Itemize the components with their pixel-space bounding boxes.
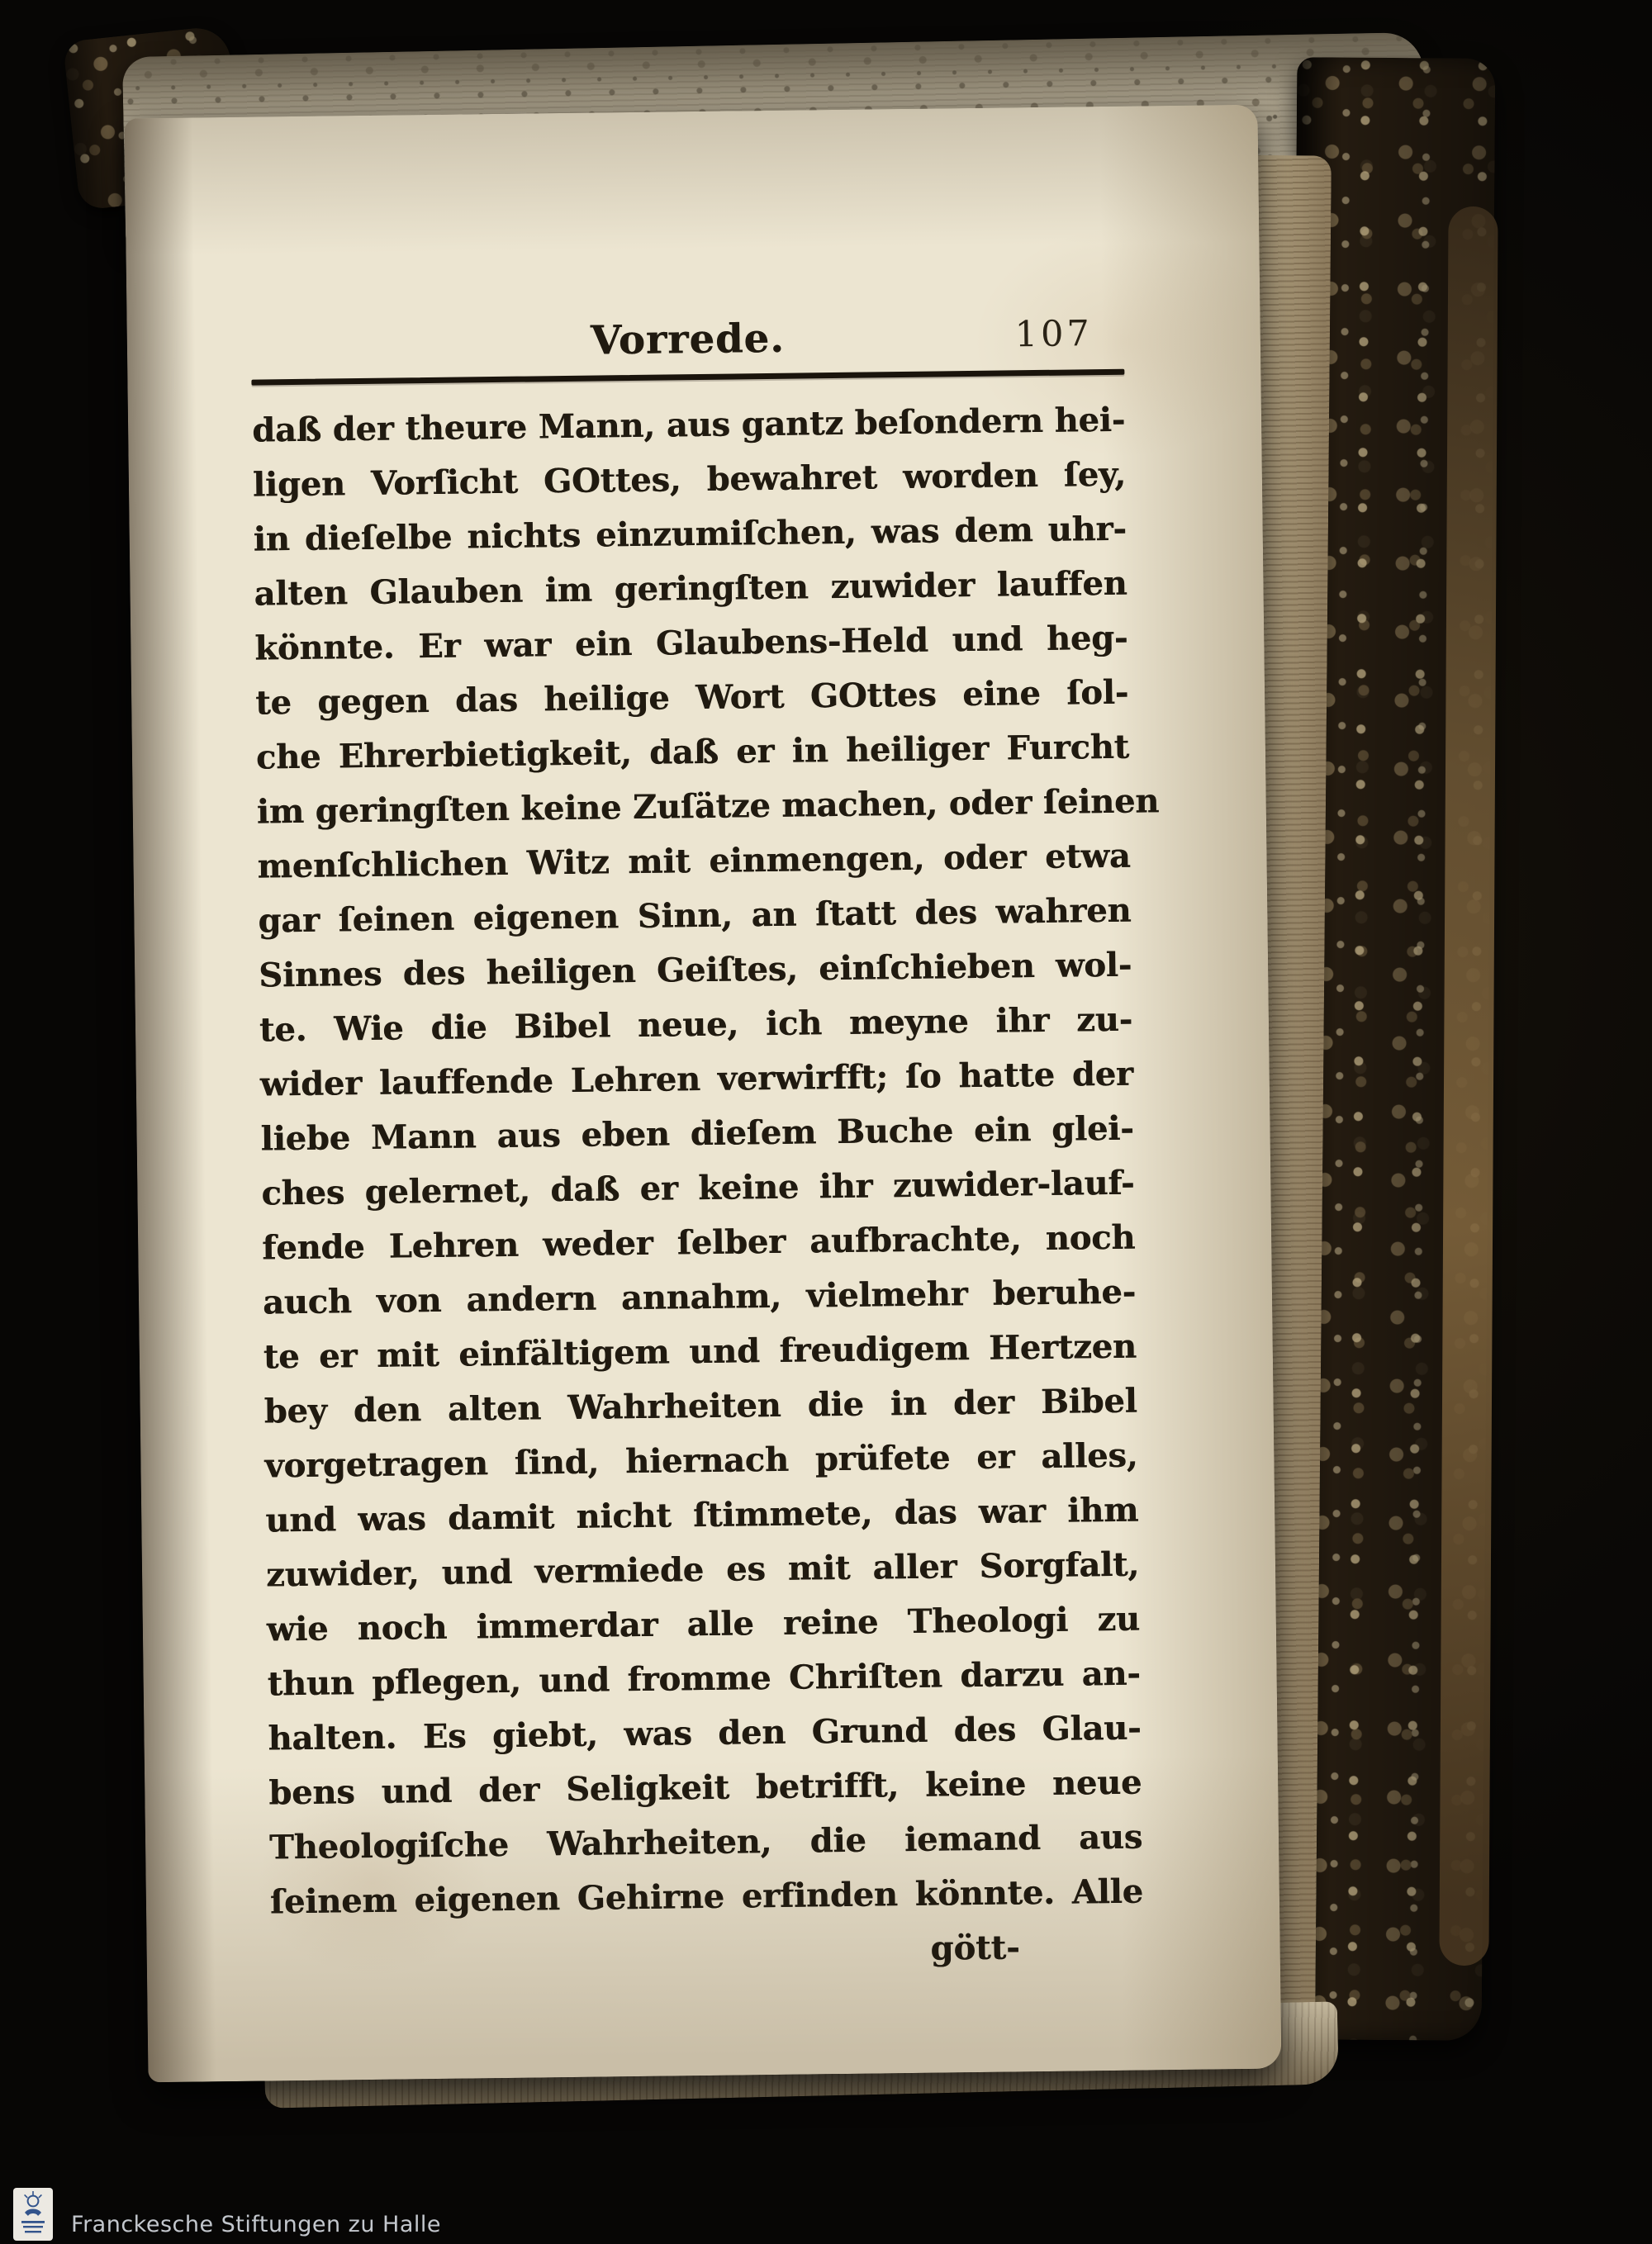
- text-line: te er mit einfältigem und freudigem Hertzen: [263, 1326, 1137, 1377]
- text-line: che Ehrerbietigkeit, daß er in heiliger Furcht: [255, 727, 1130, 777]
- text-line: thun pflegen, und fromme Chriſten darzu an-: [267, 1653, 1141, 1704]
- text-line: bey den alten Wahrheiten die in der Bibel: [263, 1381, 1137, 1431]
- text-line: wider lauffende Lehren verwirfft; ſo hatte der: [259, 1054, 1134, 1104]
- text-line: alten Glauben im geringſten zuwider lauffen: [254, 563, 1127, 614]
- text-line: halten. Es giebt, was den Grund des Glau-: [268, 1708, 1142, 1758]
- text-line: in dieſelbe nichts einzumiſchen, was dem uhr-: [253, 509, 1127, 559]
- text-line: wie noch immerdar alle reine Theologi zu: [266, 1599, 1141, 1649]
- text-line: im geringſten keine Zuſätze machen, oder ſeinen: [256, 781, 1160, 832]
- text-line: ſeinem eigenen Gehirne erfinden könnte. Alle: [269, 1872, 1144, 1922]
- text-line: ligen Vorſicht GOttes, bewahret worden ſey,: [252, 454, 1127, 505]
- text-line: Theologiſche Wahrheiten, die iemand aus: [268, 1817, 1143, 1867]
- watermark-text: Franckesche Stiftungen zu Halle: [71, 2212, 442, 2237]
- book-board-leather-edge: [1439, 206, 1498, 1966]
- page-header-title: Vorrede.: [590, 315, 786, 364]
- text-line: daß der theure Mann, aus gantz beſondern hei-: [251, 400, 1126, 450]
- franckesche-stiftungen-logo-icon: [13, 2188, 53, 2241]
- text-line: vorgetragen ſind, hiernach prüfete er alles,: [264, 1435, 1138, 1486]
- catchword: gött-: [930, 1928, 1020, 1968]
- text-line: gar ſeinen eigenen Sinn, an ſtatt des wahren: [258, 890, 1132, 941]
- text-line: bens und der Seligkeit betrifft, keine neue: [268, 1762, 1142, 1813]
- text-line: te gegen das heilige Wort GOttes eine ſol-: [254, 672, 1129, 723]
- page-header: [251, 311, 1125, 373]
- library-watermark: [0, 2170, 1652, 2244]
- text-line: könnte. Er war ein Glaubens-Held und heg-: [254, 618, 1128, 668]
- text-line: liebe Mann aus eben dieſem Buche ein glei-: [260, 1108, 1134, 1159]
- text-line: te. Wie die Bibel neue, ich meyne ihr zu-: [259, 999, 1133, 1050]
- page-number: 107: [1014, 313, 1094, 356]
- text-line: Sinnes des heiligen Geiſtes, einſchieben wol-: [258, 945, 1132, 995]
- text-line: auch von andern annahm, vielmehr beruhe-: [262, 1272, 1137, 1322]
- text-line: menſchlichen Witz mit einmengen, oder etwa: [257, 836, 1131, 886]
- page-text-block: [251, 311, 1160, 1985]
- text-line: fende Lehren weder ſelber aufbrachte, noch: [261, 1217, 1136, 1268]
- text-line: und was damit nicht ſtimmete, das war ihm: [264, 1490, 1139, 1540]
- text-line: zuwider, und vermiede es mit aller Sorgfalt,: [265, 1544, 1140, 1595]
- book-page: [125, 105, 1282, 2083]
- text-line: ches gelernet, daß er keine ihr zuwider-lauf-: [261, 1163, 1135, 1213]
